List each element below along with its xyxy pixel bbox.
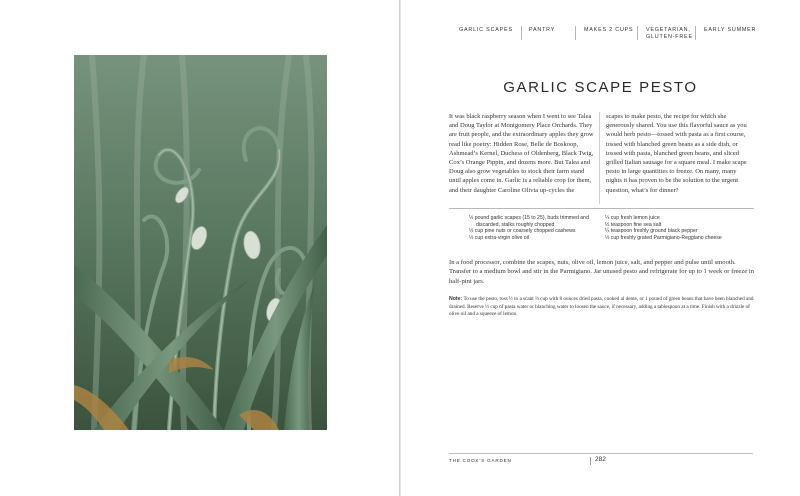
column-divider [599, 112, 600, 204]
left-page [0, 0, 399, 496]
recipe-note [449, 296, 754, 319]
intro-column-1: It was black raspberry season when I went to see Talea and Doug Taylor at Montgomery Place Orchards. They are fruit people, and the extraordinary apples they grow read like poetry: Hidden Rose, Belle de Boskoop, Ashmead’s Kernel, Duchess of Oldenberg, Black Twig, Cox’s Orange Pippin, and dozens more. But Talea and Doug also grow vegetables to stock their farm stand until apples come in. Garlic is a reliable crop for them, and their daughter Caroline Olivia up-cycles the [449, 113, 594, 194]
ingredient-item: ½ teaspoon fine sea salt [605, 221, 662, 228]
ingredient-item: ⅓ cup freshly grated Parmigiano-Reggiano cheese [605, 234, 722, 241]
tag-divider [637, 26, 638, 40]
tag-yield: MAKES 2 CUPS [584, 27, 634, 33]
tag-diet: VEGETARIAN, GLUTEN-FREE [646, 27, 693, 40]
tag-category: PANTRY [529, 27, 556, 33]
ingredient-item: ⅓ cup extra-virgin olive oil [469, 234, 529, 241]
footer-book-title: THE COOK’S GARDEN [449, 458, 512, 463]
note-label: Note: [449, 296, 463, 302]
ingredients-block [449, 208, 754, 253]
recipe-tags-bar [447, 22, 763, 46]
tag-ingredient: GARLIC SCAPES [459, 27, 513, 33]
ingredient-item: ⅓ cup pine nuts or coarsely chopped cashews [469, 228, 576, 235]
ingredients-right [605, 215, 755, 241]
tag-divider [521, 26, 522, 40]
tag-season: EARLY SUMMER [704, 27, 757, 33]
method-paragraph: In a food processor, combine the scapes, nuts, olive oil, lemon juice, salt, and pepper and pulse until smooth. Transfer to a medium bowl and stir in the Parmigiano. Jar unused pesto and refrigerate for up to 1 week or freeze in half-pint jars. [449, 259, 754, 285]
footer-separator [590, 457, 591, 465]
ingredient-item: ¼ teaspoon freshly ground black pepper [605, 228, 698, 235]
recipe-title: GARLIC SCAPE PESTO [503, 79, 698, 96]
intro-column-2: scapes to make pesto, the recipe for which she generously shared. You use this flavorful sauce as you would herb pesto—tossed with pasta as a first course, tossed with blanched green beans as a side dish, or tossed with pasta, blanched green beans, and sliced grilled Italian sausage for a square meal. I make scape pesto in large quantities to freeze. On many, many nights it has proven to be the solution to the urgent question, what’s for dinner? [606, 113, 747, 194]
page-number: 282 [595, 456, 606, 463]
garlic-scapes-illustration [74, 55, 327, 430]
note-text: To use the pesto, toss ½ to a scant ⅔ cup with 8 ounces dried pasta, cooked al dente, or 1 pound of green beans that have been blanched and drained. Reserve ½ cup of pasta water or blanching water to loosen the sauce, if necessary, adding a tablespoon at a time. Finish with a drizzle of olive oil and a squeeze of lemon. [449, 296, 754, 318]
ingredient-item: ¼ cup fresh lemon juice [605, 215, 660, 221]
ingredients-left [469, 215, 609, 241]
tag-divider [575, 26, 576, 40]
right-page [401, 0, 800, 496]
garlic-scapes-photo [74, 55, 327, 430]
ingredient-item: ½ pound garlic scapes (15 to 25), buds trimmed and discarded, stalks roughly chopped [469, 215, 589, 228]
page-footer [449, 453, 753, 466]
tag-divider [695, 26, 696, 40]
